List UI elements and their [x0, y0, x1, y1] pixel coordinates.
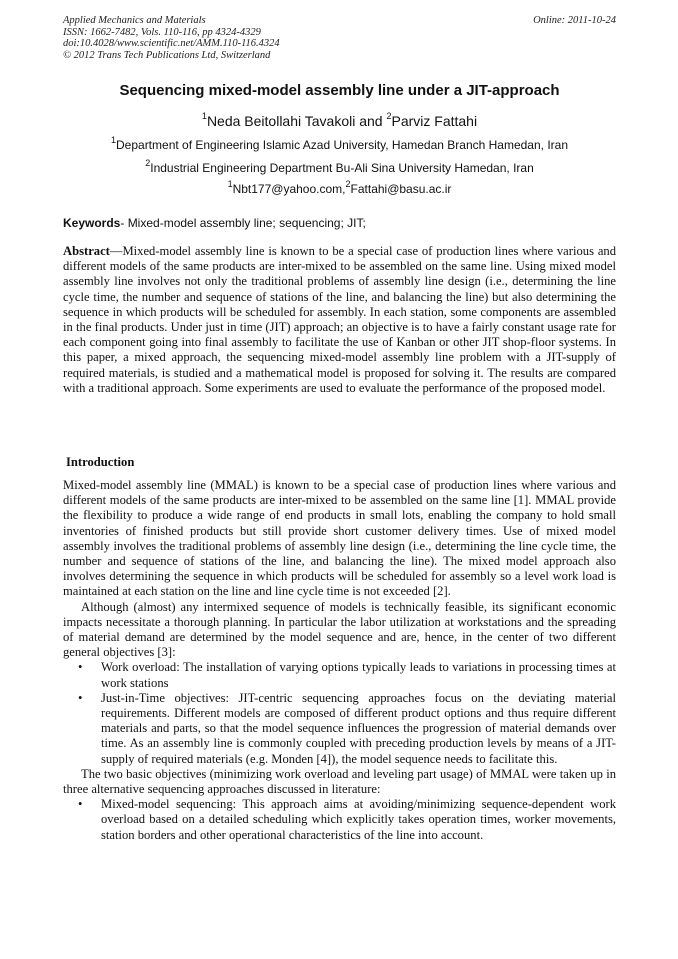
- keywords-label: Keywords: [63, 216, 121, 230]
- author-line: [63, 113, 616, 130]
- email2: Fattahi@basu.ac.ir: [350, 182, 452, 196]
- aff1-text: Department of Engineering Islamic Azad University, Hamedan Branch Hamedan, Iran: [116, 138, 568, 152]
- online-date: Online: 2011-10-24: [533, 15, 616, 26]
- aff2-text: Industrial Engineering Department Bu-Ali Sina University Hamedan, Iran: [150, 161, 534, 175]
- email2-sup: 2: [345, 179, 351, 189]
- bullet-icon: •: [78, 690, 83, 705]
- author1-name: Neda Beitollahi Tavakoli: [206, 113, 356, 129]
- affiliation-1: [63, 135, 616, 153]
- copyright-line: © 2012 Trans Tech Publications Ltd, Switzerland: [63, 49, 271, 61]
- list-item-text: Just-in-Time objectives: JIT-centric sequencing approaches focus on the deviating material requirements. Different models are composed of different product options and thus require different materials and parts, so that the model sequence influences the progression of material demands over time. As an assembly line is commonly coupled with preceding production levels by means of a JIT-supply of required materials (e.g. Monden [4]), the model sequence needs to facilitate this.: [101, 690, 616, 766]
- introduction-body: [63, 478, 616, 843]
- aff2-sup: 2: [145, 158, 151, 168]
- keywords: [63, 216, 616, 231]
- paper-title: Sequencing mixed-model assembly line under a JIT-approach: [119, 82, 560, 99]
- bullet-icon: •: [78, 797, 83, 812]
- abstract-label: Abstract: [63, 244, 110, 258]
- author1-sup: 1: [201, 111, 207, 122]
- abstract-text: —Mixed-model assembly line is known to be a special case of production lines where various and different models of the same products are inter-mixed to be assembled on the same line. Using mixed model assembly line involves not only the traditional problems of assembly line design (i.e., determining the line cycle time, the number and sequence of stations of the line, and balancing the line) but also determining the sequence in which products will be scheduled for assembly. In each station, some components are assembled in the final products. Under just in time (JIT) approach; an objective is to have a fairly constant usage rate for each component going into final assembly to facilitate the use of Kanban or other JIT shop-floor systems. In this paper, a mixed approach, the sequencing mixed-model assembly line problem with a JIT-supply of required materials, is studied and a mathematical model is proposed for solving it. The results are compared with a traditional approach. Some experiments are used to evaluate the performance of the proposed model.: [63, 244, 616, 395]
- aff1-sup: 1: [110, 135, 116, 145]
- abstract: [63, 244, 616, 396]
- list-item: [63, 797, 616, 843]
- journal-header: [63, 15, 616, 61]
- author2-name: Parviz Fattahi: [391, 113, 478, 129]
- doi-line: doi:10.4028/www.scientific.net/AMM.110-116.4324: [63, 38, 280, 49]
- list-item-text: Work overload: The installation of varying options typically leads to variations in processing times at work stations: [101, 660, 616, 690]
- list-item-text: Mixed-model sequencing: This approach aims at avoiding/minimizing sequence-dependent work overload based on a detailed scheduling which explicitly takes operation times, worker movements, station borders and other operational characteristics of the line into account.: [101, 797, 616, 842]
- approaches-list: [63, 797, 616, 843]
- list-item: [63, 691, 616, 767]
- intro-paragraph-1: Mixed-model assembly line (MMAL) is known to be a special case of production lines where various and different models of the same products are inter-mixed to be assembled on the same line [1]. MMAL provide the flexibility to produce a wide range of end products in small lots, enabling the company to hold small inventories of finished products but still provide short customer delivery times. Use of mixed model assembly involves the traditional problems of assembly line design (i.e., determining the line cycle time, the number and sequence of stations of the line, and balancing the line). The mixed model approach also involves determining the sequence in which products will be scheduled for assembly so a level work load is maintained at each station on the line and line cycle time is not exceeded [2].: [63, 478, 616, 599]
- objectives-list: [63, 660, 616, 766]
- intro-paragraph-3: The two basic objectives (minimizing work overload and leveling part usage) of MMAL were taken up in three alternative sequencing approaches discussed in literature:: [63, 766, 616, 797]
- list-item: [63, 660, 616, 690]
- affiliation-2: [63, 158, 616, 176]
- email1-sup: 1: [227, 179, 233, 189]
- email1: Nbt177@yahoo.com,: [232, 182, 346, 196]
- author2-sup: 2: [386, 111, 392, 122]
- introduction-heading: Introduction: [66, 455, 135, 469]
- keywords-text: - Mixed-model assembly line; sequencing; JIT;: [120, 216, 366, 230]
- intro-paragraph-2: Although (almost) any intermixed sequence of models is technically feasible, its significant economic impacts necessitate a thorough planning. In particular the labor utilization at workstations and the spreading of material demand are determined by the model sequence and are, hence, in the center of two different general objectives [3]:: [63, 599, 616, 660]
- journal-name: Applied Mechanics and Materials: [63, 15, 206, 26]
- author-emails: [63, 179, 616, 197]
- bullet-icon: •: [78, 660, 83, 675]
- author-and: and: [355, 113, 387, 129]
- issn-line: ISSN: 1662-7482, Vols. 110-116, pp 4324-4329: [63, 26, 261, 38]
